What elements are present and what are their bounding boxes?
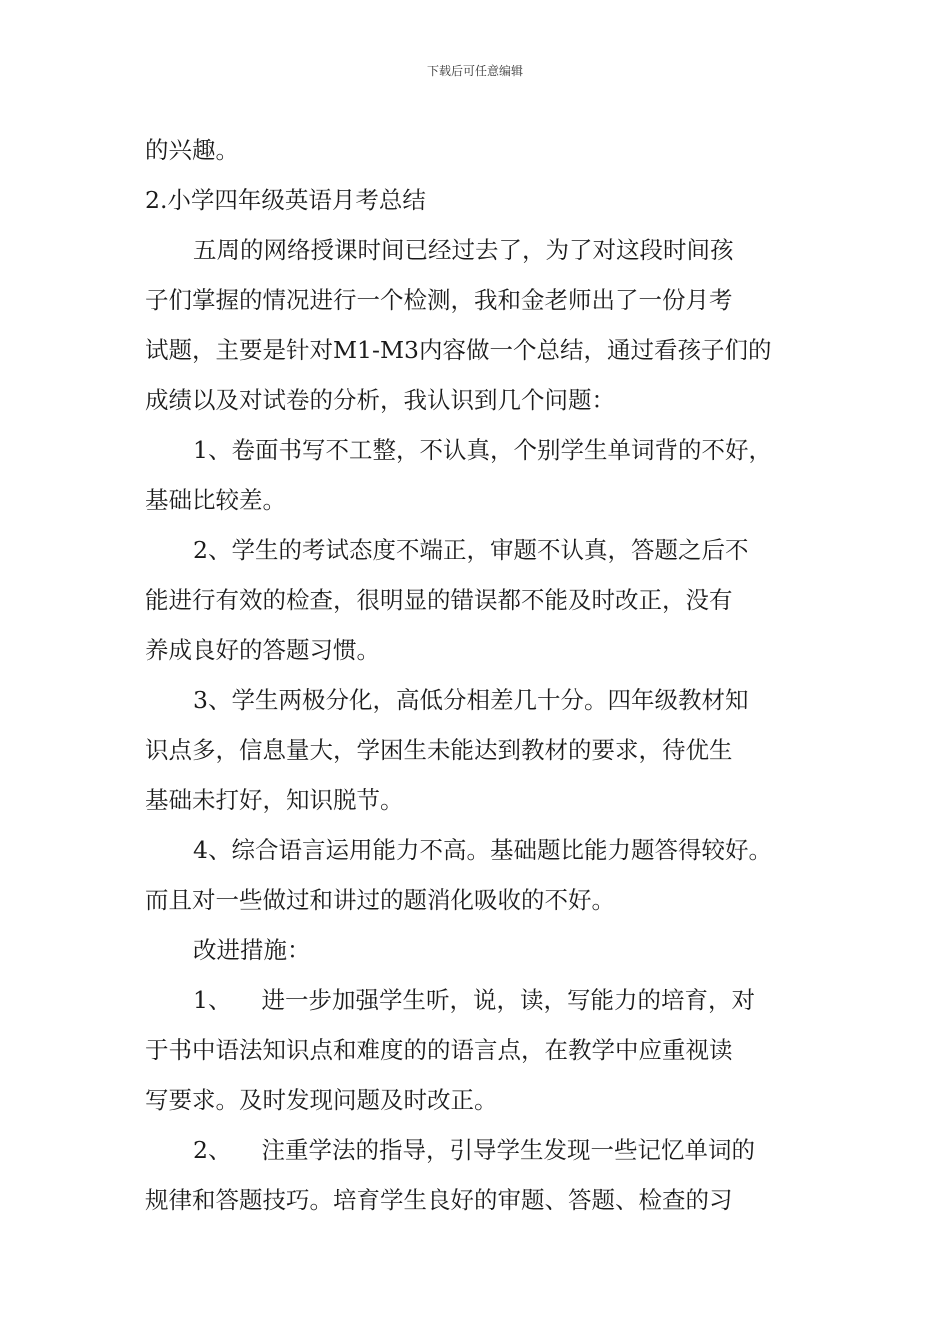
text-line: 成绩以及对试卷的分析，我认识到几个问题： (145, 386, 615, 414)
text-line: 于书中语法知识点和难度的的语言点，在教学中应重视读 (145, 1036, 733, 1064)
measure-number: 1、 (193, 986, 232, 1014)
text-line: 试题，主要是针对M1-M3内容做一个总结，通过看孩子们的 (145, 336, 772, 364)
text-line: 子们掌握的情况进行一个检测，我和金老师出了一份月考 (145, 286, 733, 314)
document-body (145, 125, 825, 1225)
paragraph-start: 五周的网络授课时间已经过去了，为了对这段时间孩 (193, 236, 734, 264)
text-line: 基础比较差。 (145, 486, 286, 514)
measure-text: 进一步加强学生听，说，读，写能力的培育，对 (261, 986, 755, 1014)
text-line: 能进行有效的检查，很明显的错误都不能及时改正，没有 (145, 586, 733, 614)
measure-number: 2、 (193, 1136, 232, 1164)
text-line: 的兴趣。 (145, 136, 239, 164)
improvement-heading: 改进措施： (193, 936, 311, 964)
text-line: 写要求。及时发现问题及时改正。 (145, 1086, 498, 1114)
measure-item-1 (145, 975, 825, 1025)
section-heading: 2.小学四年级英语月考总结 (145, 186, 426, 214)
text-line: 基础未打好，知识脱节。 (145, 786, 404, 814)
text-line: 识点多，信息量大，学困生未能达到教材的要求，待优生 (145, 736, 733, 764)
list-item-4: 4、综合语言运用能力不高。基础题比能力题答得较好。 (193, 836, 772, 864)
measure-text: 注重学法的指导，引导学生发现一些记忆单词的 (261, 1136, 755, 1164)
text-line: 而且对一些做过和讲过的题消化吸收的不好。 (145, 886, 615, 914)
list-item-1: 1、卷面书写不工整，不认真，个别学生单词背的不好， (193, 436, 772, 464)
list-item-3: 3、学生两极分化，高低分相差几十分。四年级教材知 (193, 686, 749, 714)
page-header: 下载后可任意编辑 (426, 64, 523, 78)
list-item-2: 2、学生的考试态度不端正，审题不认真，答题之后不 (193, 536, 749, 564)
text-line: 规律和答题技巧。培育学生良好的审题、答题、检查的习 (145, 1186, 733, 1214)
text-line: 养成良好的答题习惯。 (145, 636, 380, 664)
measure-item-2 (145, 1125, 825, 1175)
